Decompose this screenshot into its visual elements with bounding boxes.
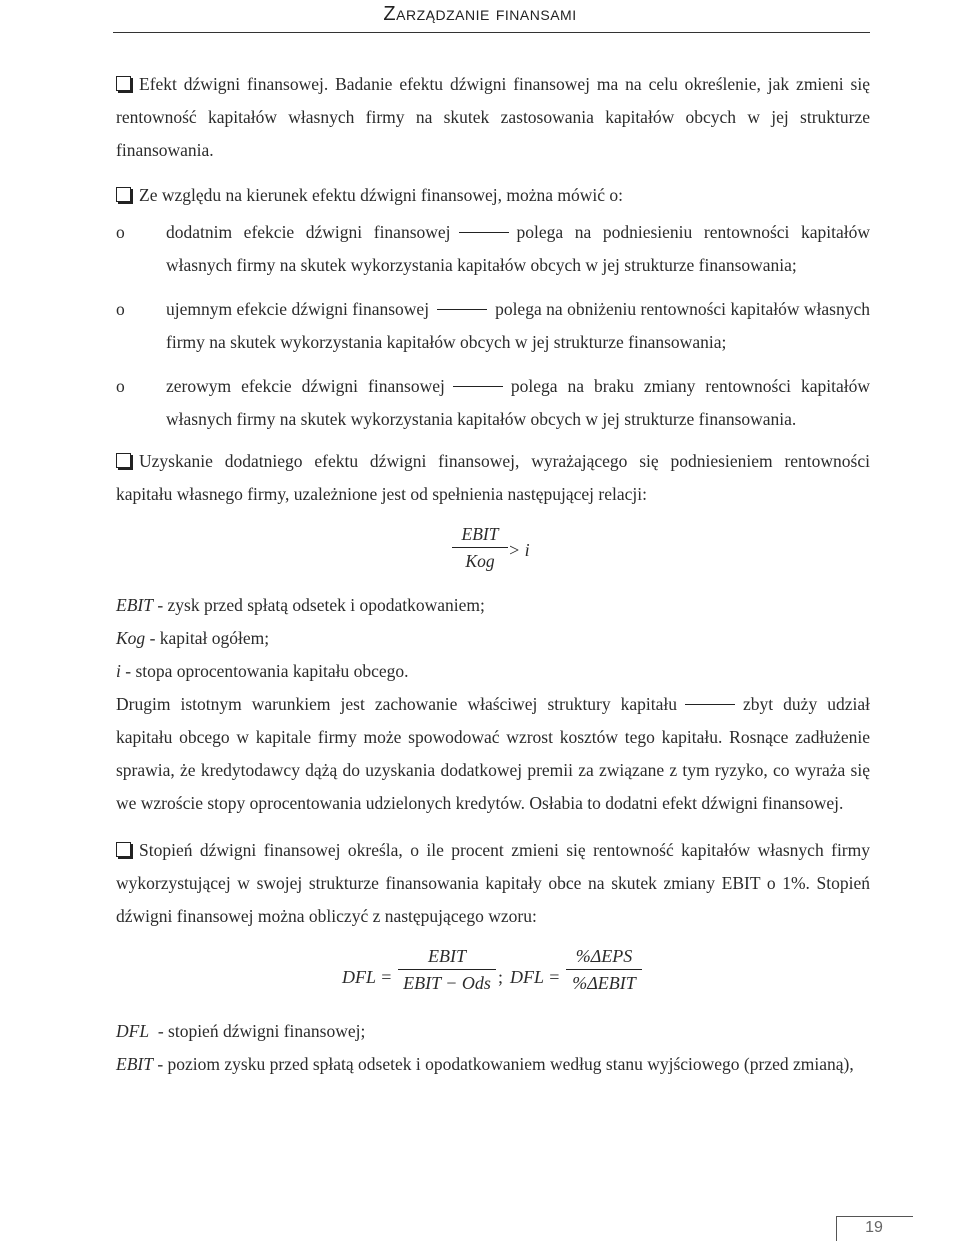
list-item [116, 293, 870, 359]
list-marker: o [116, 222, 125, 242]
definition-symbol: EBIT [116, 595, 153, 615]
list-marker: o [116, 376, 125, 396]
definitions-2 [116, 1015, 870, 1081]
list-item-desc: polega na braku zmiany rentowności kapitałów własnych firmy na skutek wykorzystania kapitałów obcych w jej strukturze finansowania. [166, 376, 870, 429]
p1-lead: Efekt dźwigni finansowej. [139, 74, 329, 94]
list-item [116, 216, 870, 282]
paragraph-dfl-effect [116, 68, 870, 167]
paragraph-degree [116, 834, 870, 933]
p4-part1: Drugim istotnym warunkiem jest zachowanie właściwej struktury kapitału [116, 694, 678, 714]
p1-text: Badanie efektu dźwigni finansowej ma na celu określenie, jak zmieni się rentowność kapitałów własnych firmy na skutek zastosowania kapitałów obcych w jej strukturze finansowania. [116, 74, 871, 160]
definition-symbol: EBIT [116, 1054, 153, 1074]
formula-dfl [116, 939, 870, 1019]
formula-denominator: EBIT − Ods [403, 973, 491, 993]
formula-lhs-1: DFL = [342, 967, 393, 987]
fraction-dfl-2 [566, 943, 642, 996]
fraction-dfl-1 [398, 943, 496, 996]
em-dash [459, 232, 509, 233]
formula-numerator: EBIT [461, 524, 499, 544]
definition-symbol: DFL [116, 1021, 150, 1041]
paragraph-condition [116, 445, 870, 511]
em-dash [685, 704, 735, 705]
definition-symbol: i [116, 661, 121, 681]
formula-numerator: EBIT [428, 946, 466, 966]
definition-row [116, 1048, 870, 1081]
em-dash [453, 386, 503, 387]
p3-text: Uzyskanie dodatniego efektu dźwigni finansowej, wyrażającego się podniesieniem rentowności kapitału własnego firmy, uzależnione jest od spełnienia następującej relacji: [116, 451, 870, 504]
header-title: Zarządzanie finansami [383, 3, 577, 25]
page-content [116, 68, 870, 1081]
effect-list [116, 216, 870, 436]
definition-text: - zysk przed spłatą odsetek i opodatkowaniem; [152, 595, 485, 615]
header-rule [113, 32, 870, 33]
definition-row [116, 589, 870, 622]
page-header [0, 0, 960, 40]
list-item-term: dodatnim efekcie dźwigni finansowej [166, 222, 451, 242]
definition-row [116, 1015, 870, 1048]
definition-row [116, 655, 870, 688]
definition-text: - stopa oprocentowania kapitału obcego. [120, 661, 409, 681]
list-item-term: ujemnym efekcie dźwigni finansowej [166, 299, 430, 319]
formula-relation: > i [508, 540, 530, 560]
checkbox-bullet-icon [116, 76, 131, 91]
paragraph-structure [116, 688, 870, 820]
checkbox-bullet-icon [116, 842, 131, 857]
p2-intro: Ze względu na kierunek efektu dźwigni finansowej, można mówić o: [139, 185, 624, 205]
formula-denominator: %ΔEBIT [572, 973, 636, 993]
definition-row [116, 622, 870, 655]
p4-part2: zbyt duży udział kapitału obcego w kapitale firmy może spowodować wzrost kosztów tego kapitału. Rosnące zadłużenie sprawia, że kredytodawcy dążą do uzyskania dodatkowej premii za związane z tym ryzyko, co wyraża się we wzroście stopy oprocentowania udzielonych kredytów. Osłabia to dodatni efekt dźwigni finansowej. [116, 694, 870, 813]
list-item [116, 370, 870, 436]
fraction-ebit-kog [452, 521, 508, 574]
em-dash [437, 309, 487, 310]
formula-lhs-2: DFL = [510, 967, 561, 987]
list-item-desc: polega na podniesieniu rentowności kapitałów własnych firmy na skutek wykorzystania kapitałów obcych w jej strukturze finansowania; [166, 222, 871, 275]
list-marker: o [116, 299, 125, 319]
p5-text: Stopień dźwigni finansowej określa, o ile procent zmieni się rentowność kapitałów własnych firmy wykorzystującej w swojej strukturze finansowania kapitały obce na skutek zmiany EBIT o 1%. Stopień dźwigni finansowej można obliczyć z następującego wzoru: [116, 840, 870, 926]
definition-text: - stopień dźwigni finansowej; [149, 1021, 366, 1041]
list-item-desc: polega na obniżeniu rentowności kapitałów własnych firmy na skutek wykorzystania kapitałów obcych w jej strukturze finansowania; [166, 299, 871, 352]
checkbox-bullet-icon [116, 187, 131, 202]
checkbox-bullet-icon [116, 453, 131, 468]
formula-denominator: Kog [465, 551, 495, 571]
definition-text: - kapitał ogółem; [145, 628, 270, 648]
definition-text: - poziom zysku przed spłatą odsetek i opodatkowaniem według stanu wyjściowego (przed zmianą), [152, 1054, 854, 1074]
list-item-term: zerowym efekcie dźwigni finansowej [166, 376, 445, 396]
formula-ebit-kog [116, 517, 870, 589]
formula-numerator: %ΔEPS [575, 946, 633, 966]
page-number: 19 [865, 1219, 883, 1236]
formula-separator: ; [498, 967, 504, 987]
paragraph-direction [116, 179, 870, 212]
definitions-1 [116, 589, 870, 688]
definition-symbol: Kog [116, 628, 146, 648]
